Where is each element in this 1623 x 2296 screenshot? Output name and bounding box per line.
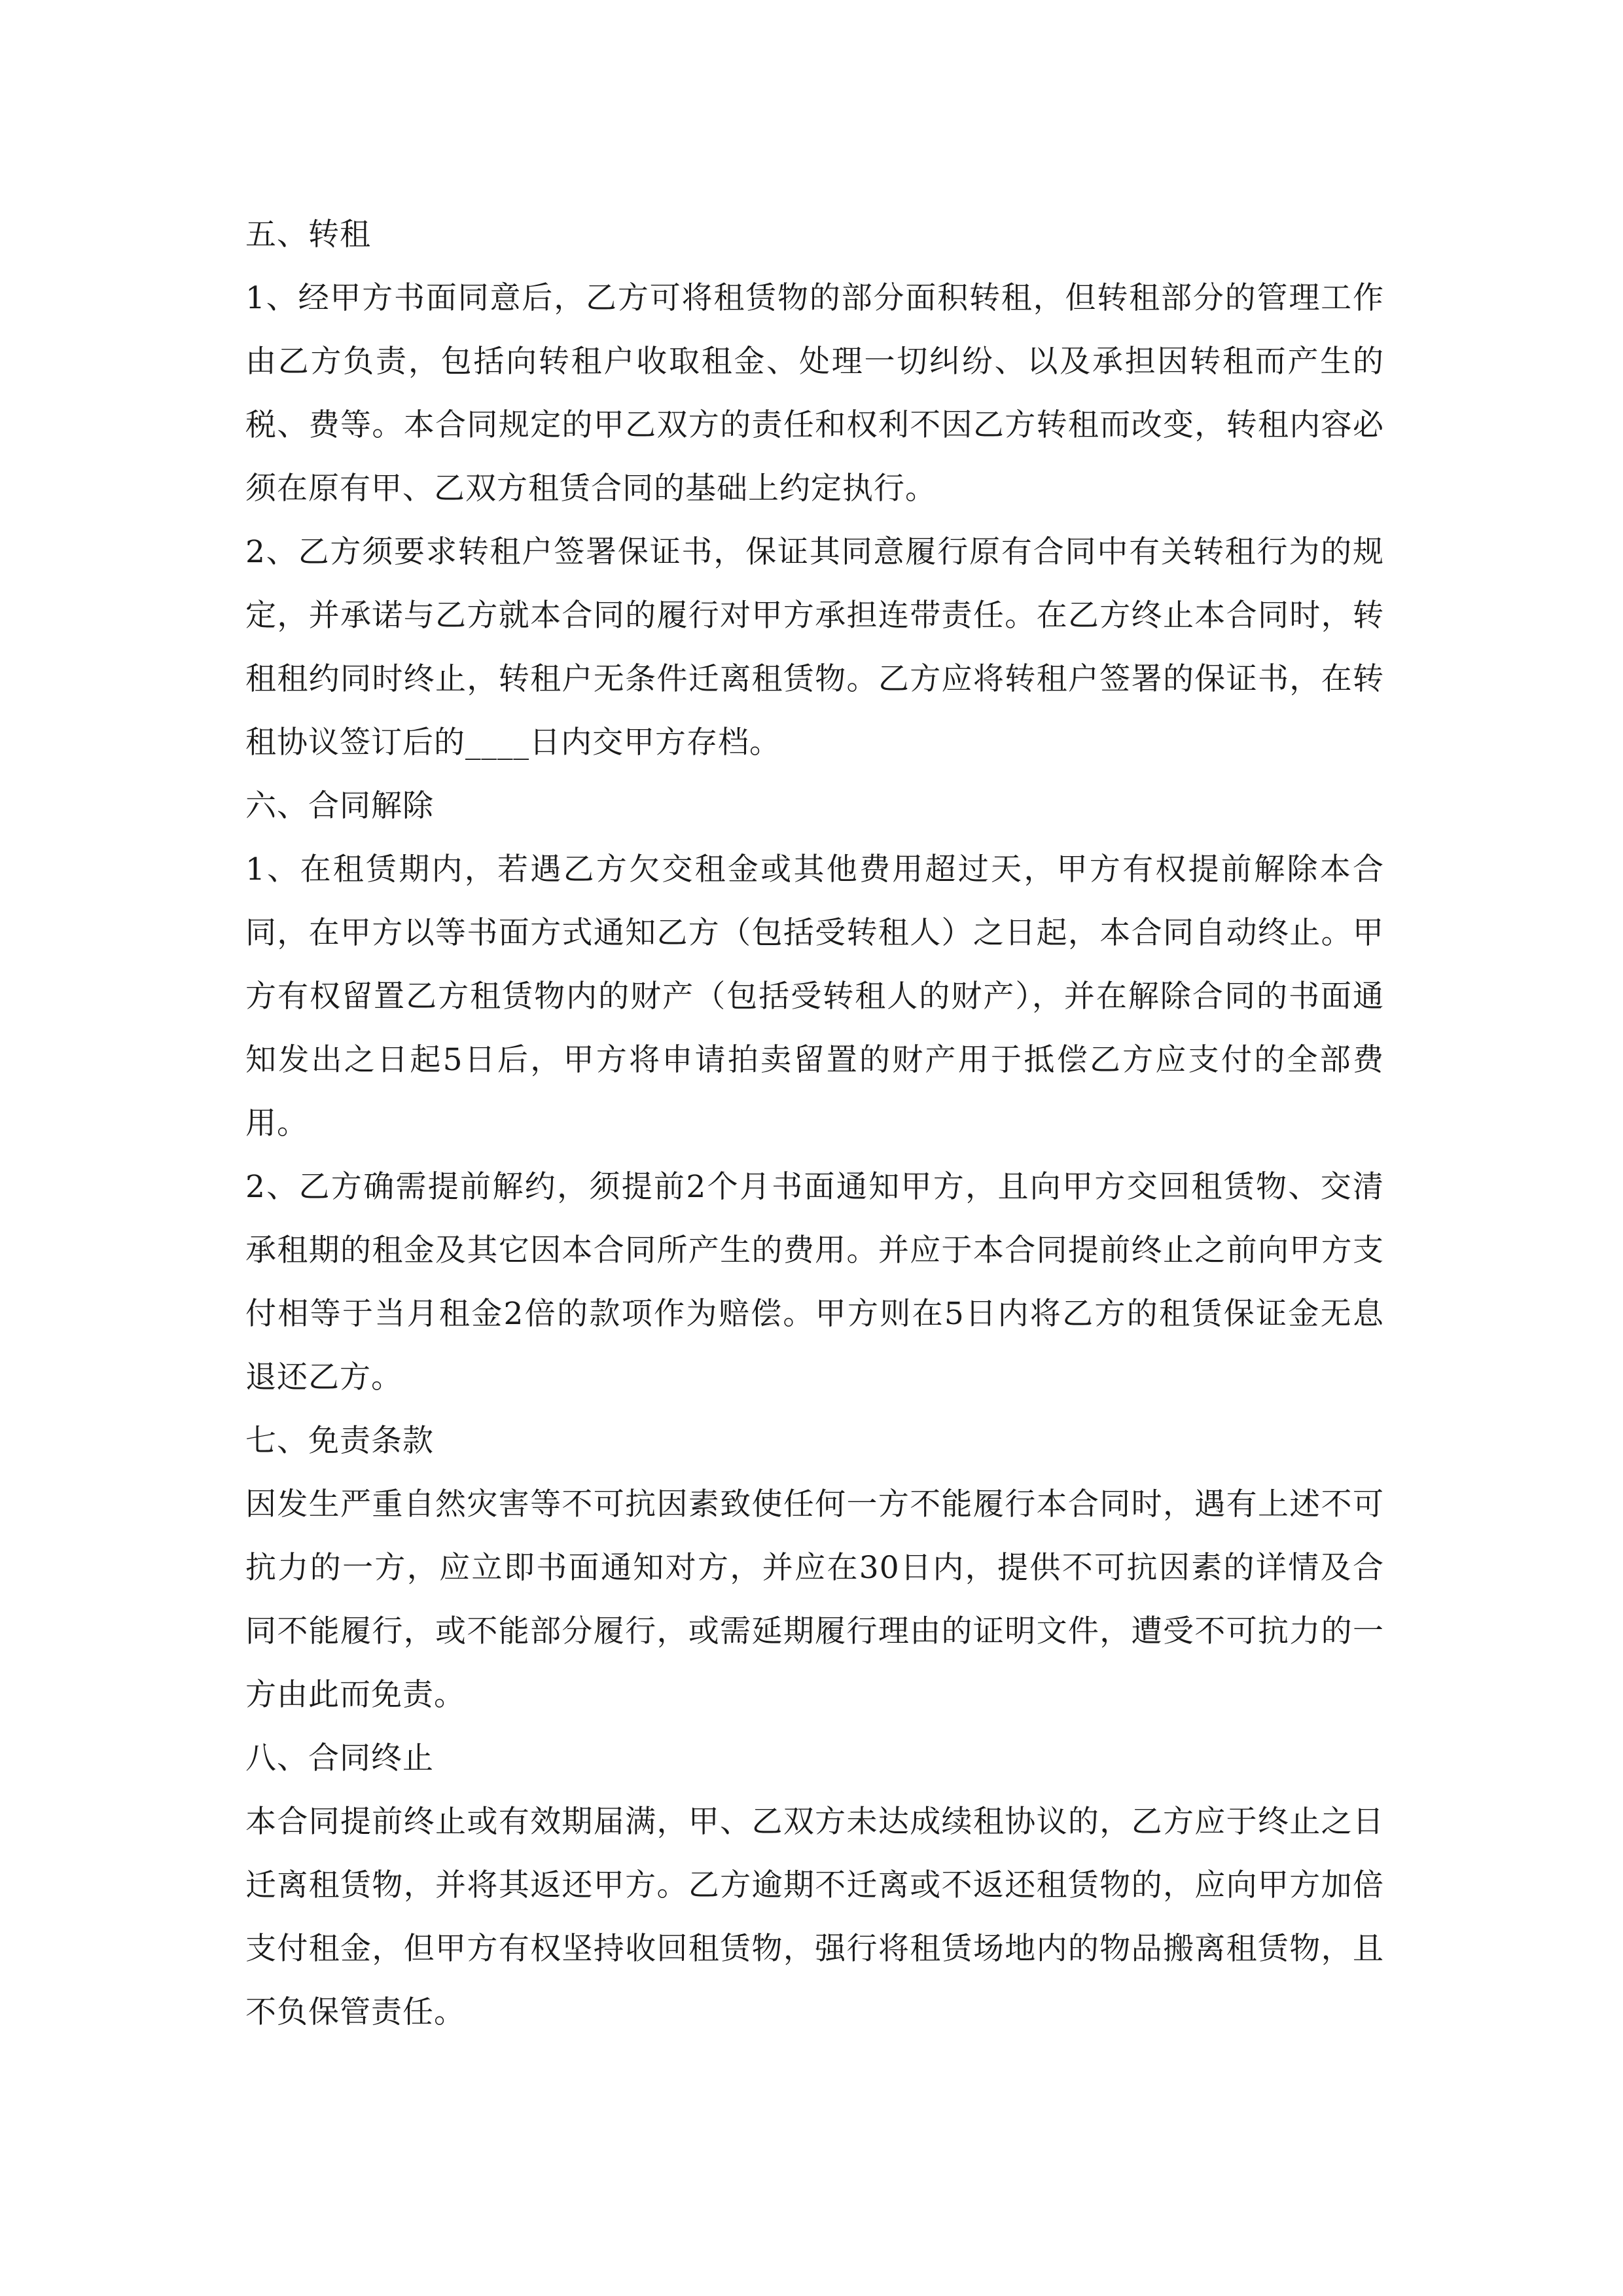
paragraph: 2、乙方须要求转租户签署保证书，保证其同意履行原有合同中有关转租行为的规定，并承诺与乙方就本合同的履行对甲方承担连带责任。在乙方终止本合同时，转租租约同时终止，转租户无条件迁离租赁物。乙方应将转租户签署的保证书，在转租协议签订后的____日内交甲方存档。 — [245, 534, 1384, 761]
paragraph: 1、在租赁期内，若遇乙方欠交租金或其他费用超过天，甲方有权提前解除本合同，在甲方以等书面方式通知乙方（包括受转租人）之日起，本合同自动终止。甲方有权留置乙方租赁物内的财产（包括受转租人的财产），并在解除合同的书面通知发出之日起5日后，甲方将申请拍卖留置的财产用于抵偿乙方应支付的全部费用。 — [245, 852, 1384, 1141]
paragraph: 因发生严重自然灾害等不可抗因素致使任何一方不能履行本合同时，遇有上述不可抗力的一方，应立即书面通知对方，并应在30日内，提供不可抗因素的详情及合同不能履行，或不能部分履行，或需延期履行理由的证明文件，遭受不可抗力的一方由此而免责。 — [245, 1486, 1384, 1713]
document-body — [245, 203, 1384, 2044]
paragraph: 2、乙方确需提前解约，须提前2个月书面通知甲方，且向甲方交回租赁物、交清承租期的租金及其它因本合同所产生的费用。并应于本合同提前终止之前向甲方支付相等于当月租金2倍的款项作为赔偿。甲方则在5日内将乙方的租赁保证金无息退还乙方。 — [245, 1169, 1384, 1395]
section-heading: 六、合同解除 — [245, 788, 434, 824]
section-heading: 七、免责条款 — [245, 1423, 434, 1459]
section-heading: 五、转租 — [245, 217, 371, 253]
section-contract-end — [245, 1727, 1384, 2044]
paragraph: 1、经甲方书面同意后，乙方可将租赁物的部分面积转租，但转租部分的管理工作由乙方负责，包括向转租户收取租金、处理一切纠纷、以及承担因转租而产生的税、费等。本合同规定的甲乙双方的责任和权利不因乙方转租而改变，转租内容必须在原有甲、乙双方租赁合同的基础上约定执行。 — [245, 280, 1384, 507]
section-force-majeure — [245, 1409, 1384, 1727]
paragraph: 本合同提前终止或有效期届满，甲、乙双方未达成续租协议的，乙方应于终止之日迁离租赁物，并将其返还甲方。乙方逾期不迁离或不返还租赁物的，应向甲方加倍支付租金，但甲方有权坚持收回租赁物，强行将租赁场地内的物品搬离租赁物，且不负保管责任。 — [245, 1804, 1384, 2030]
section-heading: 八、合同终止 — [245, 1740, 434, 1776]
section-termination — [245, 774, 1384, 1409]
section-sublease — [245, 203, 1384, 774]
